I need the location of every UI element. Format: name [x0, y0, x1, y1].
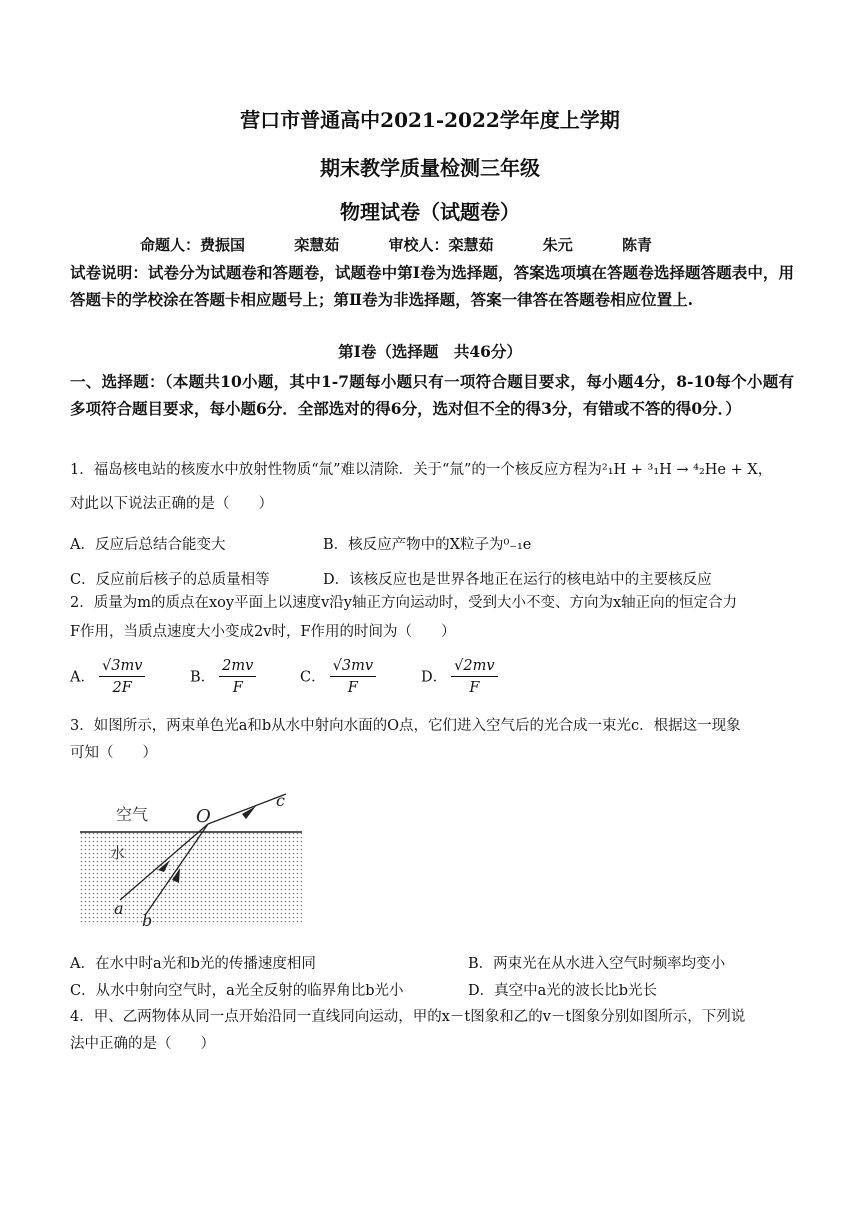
q2-option-b-fraction [219, 656, 256, 699]
q1-option-d: D．该核反应也是世界各地正在运行的核电站中的主要核反应 [323, 572, 712, 588]
q2-c-numerator: √3mv [330, 656, 376, 677]
author-line [140, 234, 696, 255]
label-a: a [114, 899, 124, 918]
q1-option-a: A．反应后总结合能变大 [70, 537, 226, 553]
exam-instructions: 试卷说明：试卷分为试题卷和答题卷，试题卷中第Ⅰ卷为选择题，答案选项填在答题卷选择题答题表中，用答题卡的学校涂在答题卡相应题号上；第Ⅱ卷为非选择题，答案一律答在答题卷相应位置上. [70, 263, 794, 309]
label-air: 空气 [116, 805, 149, 824]
q2-option-c [300, 656, 376, 699]
ray-c [208, 794, 286, 824]
q2-stem: 2．质量为m的质点在xoy平面上以速度v沿y轴正方向运动时，受到大小不变、方向为x轴正向的恒定合力 [70, 595, 738, 611]
q3-option-a: A．在水中时a光和b光的传播速度相同 [70, 956, 316, 972]
q1-stem-text: 1．福岛核电站的核废水中放射性物质“氚”难以清除．关于“氚”的一个核反应方程为 [70, 462, 602, 478]
q2-d-denominator: F [469, 680, 480, 696]
q4-stem: 4．甲、乙两物体从同一点开始沿同一直线同向运动，甲的x－t图象和乙的v－t图象分别如图所示，下列说 [70, 1009, 746, 1025]
q2-option-d-fraction [451, 656, 497, 699]
refraction-figure [80, 788, 310, 928]
exam-title-line3: 物理试卷（试题卷） [340, 200, 520, 224]
q2-b-numerator: 2mv [219, 656, 256, 677]
author-1: 命题人：费振国 [140, 236, 246, 254]
q3-option-c: C．从水中射向空气时，a光全反射的临界角比b光小 [70, 983, 404, 999]
label-water: 水 [110, 844, 126, 862]
section-title: 第Ⅰ卷（选择题 共46分） [338, 342, 522, 361]
exam-title-line2: 期末教学质量检测三年级 [320, 156, 540, 180]
label-b: b [142, 911, 153, 928]
q2-c-denominator: F [347, 680, 358, 696]
q2-option-a-label: A． [70, 669, 95, 686]
q2-option-d [421, 656, 498, 699]
q2-option-b [190, 656, 256, 699]
label-c: c [276, 791, 285, 810]
q2-option-a [70, 656, 145, 699]
q1-option-b: B．核反应产物中的X粒子为⁰₋₁e [323, 537, 532, 553]
q2-option-a-fraction [99, 656, 145, 699]
reviewer-1: 审校人：栾慧茹 [388, 236, 494, 254]
author-2: 栾慧茹 [294, 236, 340, 254]
q3-stem-cont: 可知（ ） [70, 745, 157, 761]
part-heading: 一、选择题：（本题共10小题，其中1-7题每小题只有一项符合题目要求，每小题4分，8-10每个小题有多项符合题目要求，每小题6分．全部选对的得6分，选对但不全的得3分，有错或不答的得0分．） [70, 372, 794, 418]
reviewer-2: 朱元 [542, 236, 573, 254]
q3-option-b: B．两束光在从水进入空气时频率均变小 [468, 956, 726, 972]
q2-stem-cont: F作用，当质点速度大小变成2v时，F作用的时间为（ ） [70, 624, 456, 640]
q2-b-denominator: F [232, 680, 243, 696]
q2-option-c-fraction [330, 656, 376, 699]
q2-option-d-label: D． [421, 669, 448, 686]
label-O: O [196, 806, 211, 827]
exam-title-line1: 营口市普通高中2021-2022学年度上学期 [240, 108, 620, 132]
q2-a-numerator: √3mv [99, 656, 145, 677]
q2-option-b-label: B． [190, 669, 216, 686]
q1-stem [70, 460, 800, 480]
q2-option-c-label: C． [300, 669, 326, 686]
q2-a-denominator: 2F [112, 680, 132, 696]
q1-stem-cont: 对此以下说法正确的是（ ） [70, 496, 273, 512]
q2-d-numerator: √2mv [451, 656, 497, 677]
q3-stem: 3．如图所示，两束单色光a和b从水中射向水面的O点，它们进入空气后的光合成一束光c．根据这一现象 [70, 718, 741, 734]
reviewer-3: 陈青 [622, 236, 653, 254]
q4-stem-cont: 法中正确的是（ ） [70, 1036, 215, 1052]
q1-option-c: C．反应前后核子的总质量相等 [70, 572, 270, 588]
q3-option-d: D．真空中a光的波长比b光长 [468, 983, 658, 999]
q1-equation: ²₁H + ³₁H → ⁴₂He + X， [601, 462, 773, 478]
